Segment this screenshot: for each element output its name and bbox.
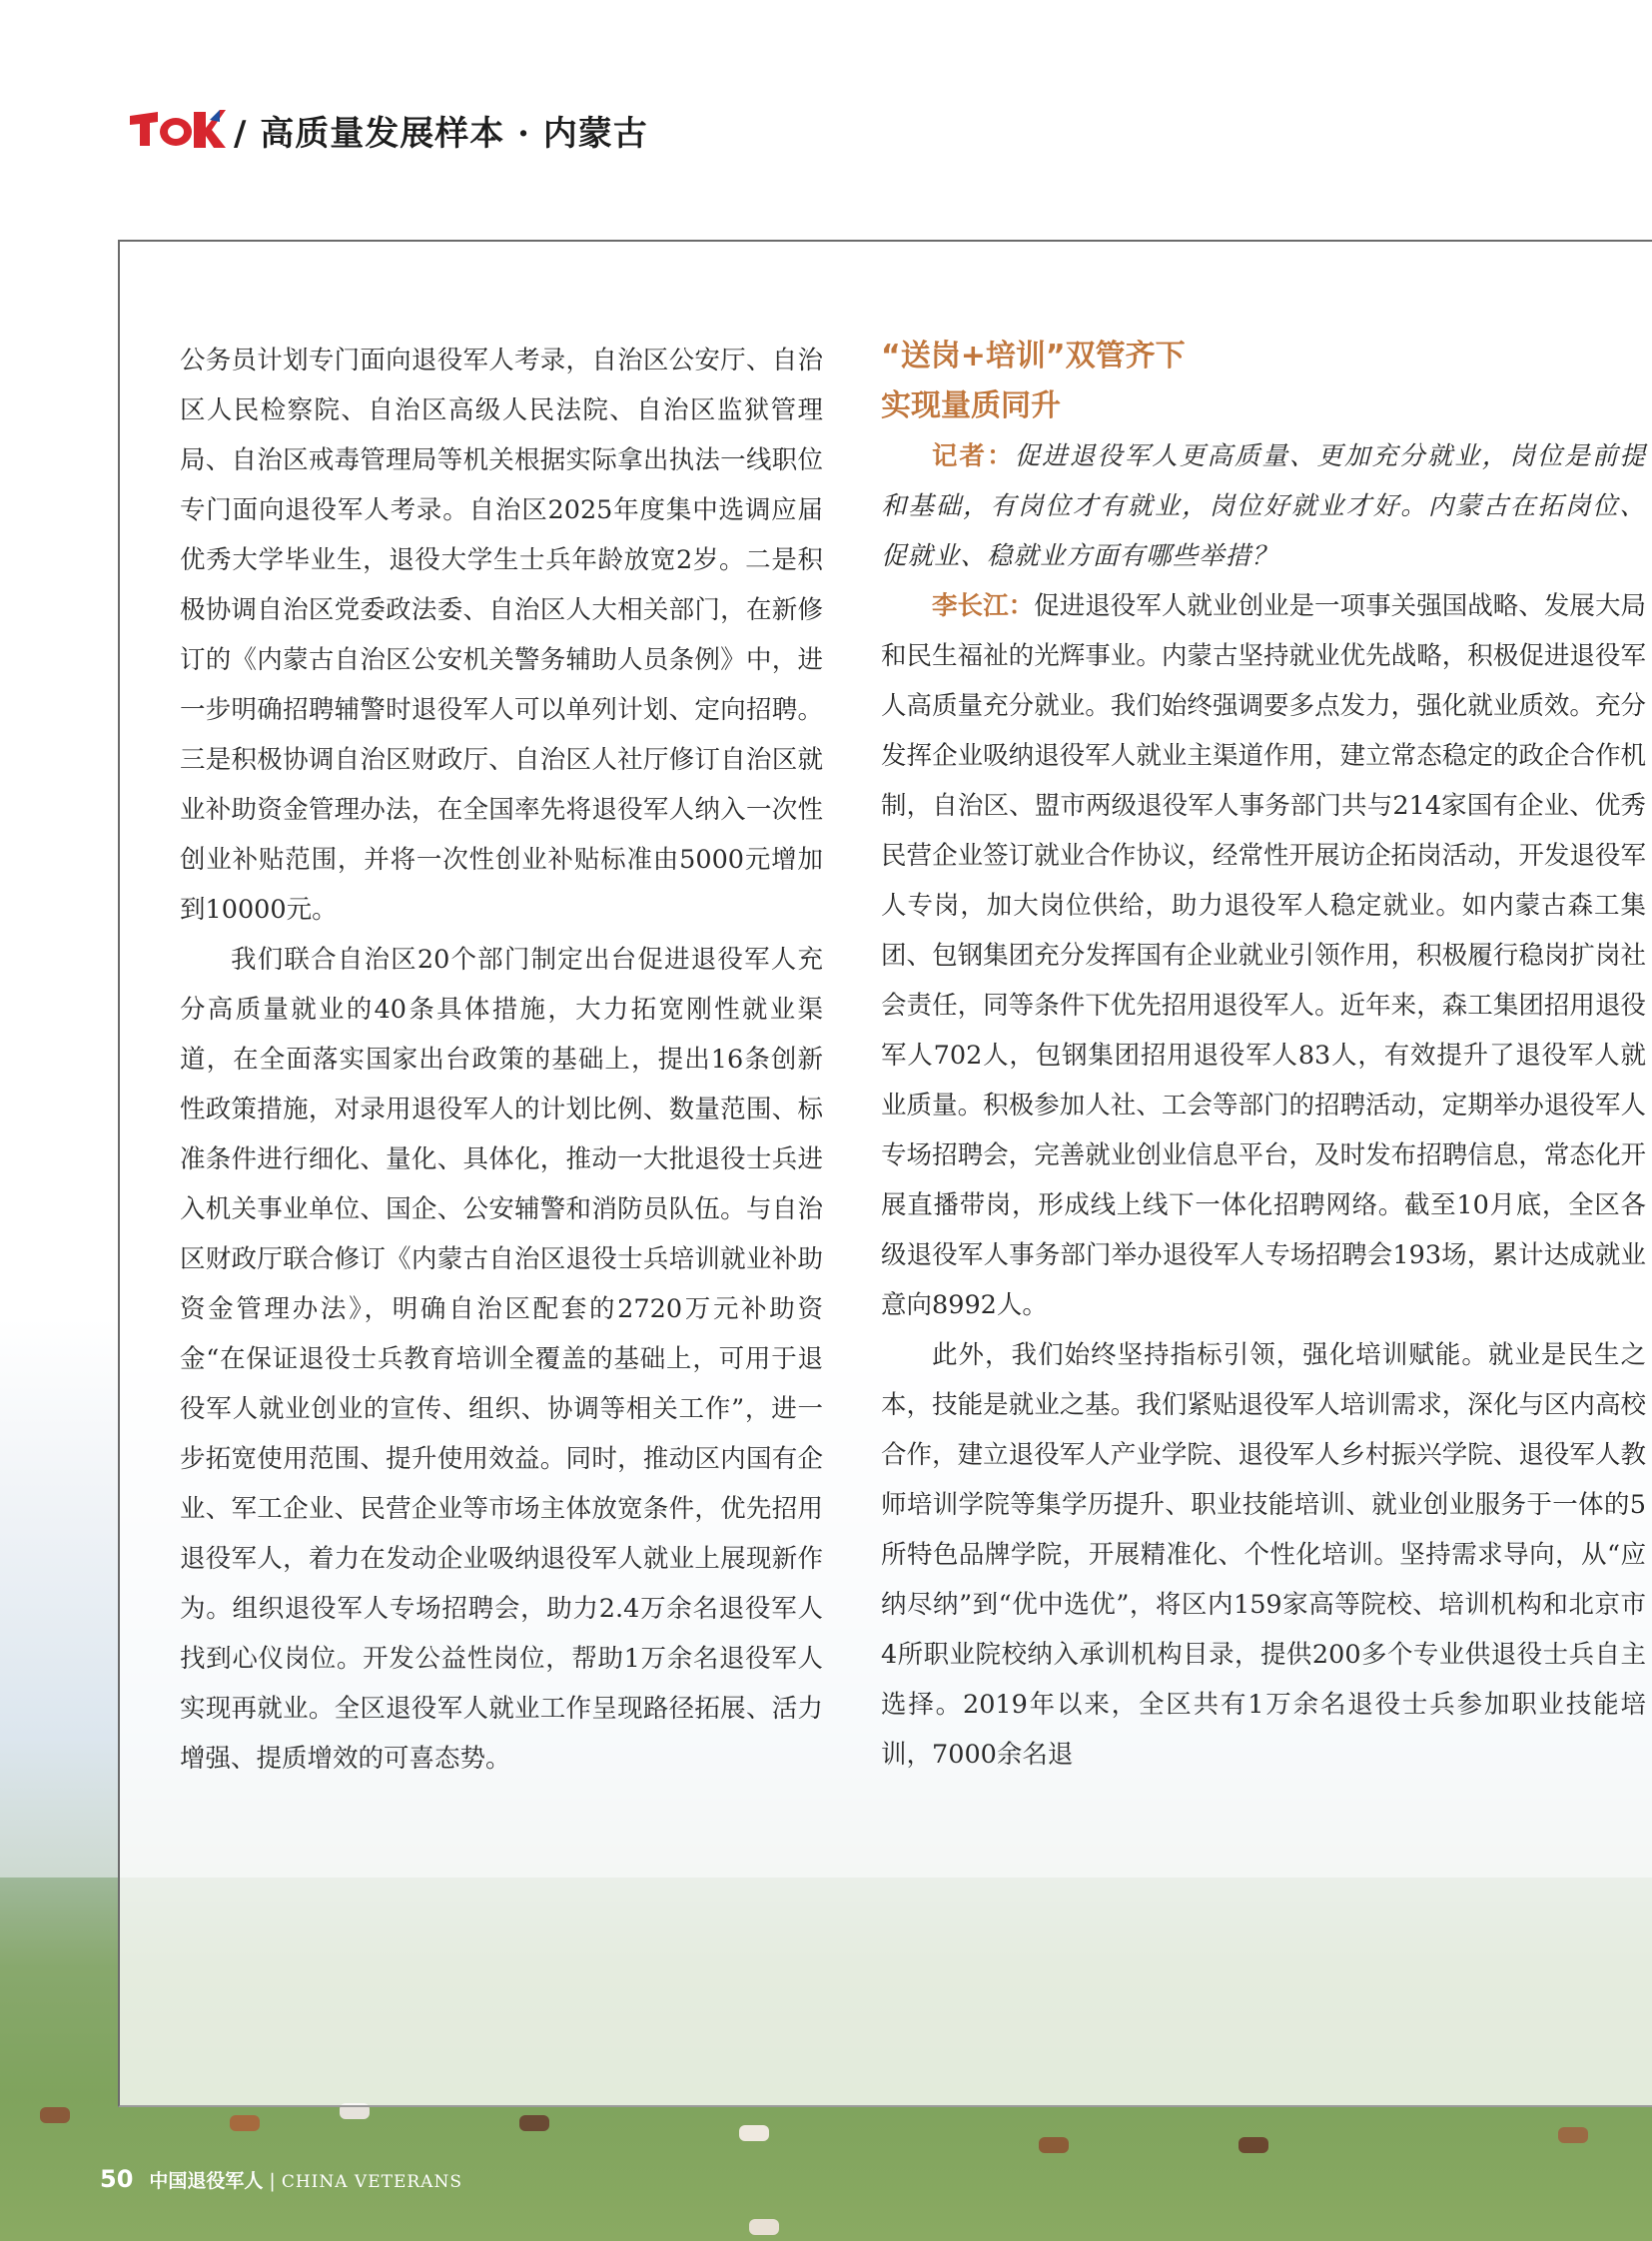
interview-question (881, 431, 1646, 581)
answer-label: 李长江： (932, 591, 1035, 621)
magazine-logo-icon (128, 102, 226, 158)
left-column (180, 336, 823, 1784)
cow-image (1039, 2137, 1069, 2153)
cow-image (1239, 2137, 1268, 2153)
paragraph: 此外，我们始终坚持指标引领，强化培训赋能。就业是民生之本，技能是就业之基。我们紧贴退役军人培训需求，深化与区内高校合作，建立退役军人产业学院、退役军人乡村振兴学院、退役军人教师培训学院等集学历提升、职业技能培训、就业创业服务于一体的5所特色品牌学院，开展精准化、个性化培训。坚持需求导向，从“应纳尽纳”到“优中选优”，将区内159家高等院校、培训机构和北京市4所职业院校纳入承训机构目录，提供200多个专业供退役士兵自主选择。2019年以来，全区共有1万余名退役士兵参加职业技能培训，7000余名退 (881, 1340, 1646, 1770)
right-column (881, 332, 1646, 1780)
cow-image (230, 2115, 260, 2131)
cow-image (1558, 2127, 1588, 2143)
question-text: 促进退役军人更高质量、更加充分就业，岗位是前提和基础，有岗位才有就业，岗位好就业才好。内蒙古在拓岗位、促就业、稳就业方面有哪些举措？ (881, 441, 1646, 571)
section-title: / 高质量发展样本 · 内蒙古 (234, 113, 648, 154)
article-panel (118, 240, 1652, 2107)
footer-separator: | (269, 2170, 276, 2192)
section-subhead: 实现量质同升 (881, 388, 1061, 423)
section-subhead: “送岗+培训”双管齐下 (881, 339, 1186, 374)
magazine-name-en: CHINA VETERANS (281, 2172, 462, 2192)
paragraph: 公务员计划专门面向退役军人考录，自治区公安厅、自治区人民检察院、自治区高级人民法院、自治区监狱管理局、自治区戒毒管理局等机关根据实际拿出执法一线职位专门面向退役军人考录。自治区2025年度集中选调应届优秀大学毕业生，退役大学生士兵年龄放宽2岁。二是积极协调自治区党委政法委、自治区人大相关部门，在新修订的《内蒙古自治区公安机关警务辅助人员条例》中，进一步明确招聘辅警时退役军人可以单列计划、定向招聘。三是积极协调自治区财政厅、自治区人社厅修订自治区就业补助资金管理办法，在全国率先将退役军人纳入一次性创业补贴范围，并将一次性创业补贴标准由5000元增加到10000元。 (180, 346, 823, 925)
cow-image (749, 2219, 779, 2235)
question-label: 记者： (932, 441, 1015, 471)
cow-image (739, 2125, 769, 2141)
cow-image (519, 2115, 549, 2131)
interview-answer (881, 581, 1646, 1330)
answer-text: 促进退役军人就业创业是一项事关强国战略、发展大局和民生福祉的光辉事业。内蒙古坚持就业优先战略，积极促进退役军人高质量充分就业。我们始终强调要多点发力，强化就业质效。充分发挥企业吸纳退役军人就业主渠道作用，建立常态稳定的政企合作机制，自治区、盟市两级退役军人事务部门共与214家国有企业、优秀民营企业签订就业合作协议，经常性开展访企拓岗活动，开发退役军人专岗，加大岗位供给，助力退役军人稳定就业。如内蒙古森工集团、包钢集团充分发挥国有企业就业引领作用，积极履行稳岗扩岗社会责任，同等条件下优先招用退役军人。近年来，森工集团招用退役军人702人，包钢集团招用退役军人83人，有效提升了退役军人就业质量。积极参加人社、工会等部门的招聘活动，定期举办退役军人专场招聘会，完善就业创业信息平台，及时发布招聘信息，常态化开展直播带岗，形成线上线下一体化招聘网络。截至10月底，全区各级退役军人事务部门举办退役军人专场招聘会193场，累计达成就业意向8992人。 (881, 591, 1646, 1320)
page-header (128, 100, 648, 160)
page-number: 50 (100, 2165, 134, 2193)
cow-image (40, 2107, 70, 2123)
paragraph: 我们联合自治区20个部门制定出台促进退役军人充分高质量就业的40条具体措施，大力拓宽刚性就业渠道，在全面落实国家出台政策的基础上，提出16条创新性政策措施，对录用退役军人的计划比例、数量范围、标准条件进行细化、量化、具体化，推动一大批退役士兵进入机关事业单位、国企、公安辅警和消防员队伍。与自治区财政厅联合修订《内蒙古自治区退役士兵培训就业补助资金管理办法》，明确自治区配套的2720万元补助资金“在保证退役士兵教育培训全覆盖的基础上，可用于退役军人就业创业的宣传、组织、协调等相关工作”，进一步拓宽使用范围、提升使用效益。同时，推动区内国有企业、军工企业、民营企业等市场主体放宽条件，优先招用退役军人，着力在发动企业吸纳退役军人就业上展现新作为。组织退役军人专场招聘会，助力2.4万余名退役军人找到心仪岗位。开发公益性岗位，帮助1万余名退役军人实现再就业。全区退役军人就业工作呈现路径拓展、活力增强、提质增效的可喜态势。 (180, 945, 823, 1774)
magazine-name: 中国退役军人 (149, 2170, 264, 2192)
page-footer (100, 2165, 462, 2193)
